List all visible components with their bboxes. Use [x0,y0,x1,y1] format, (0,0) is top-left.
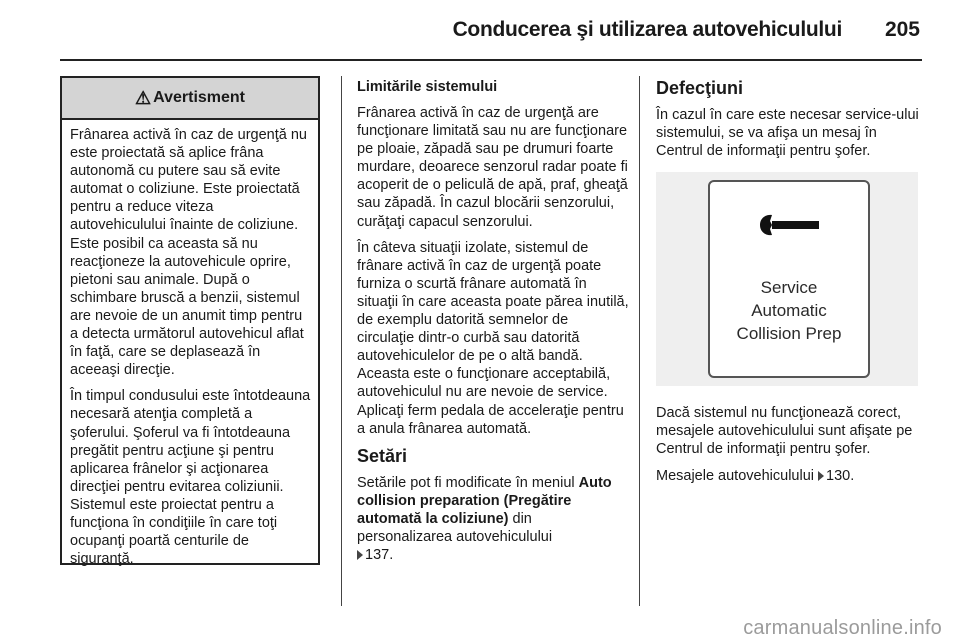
warning-paragraph-1: Frânarea activă în caz de urgenţă nu este proiectată să aplice frâna autonomă cu putere sau să evite automat o coliziune. Este proiectată pentru a reduce viteza autovehiculului înainte de coliziune. Este posibil ca aceasta să nu reacţioneze la autovehicule oprire, pietoni sau animale. După o schimbare bruscă a benzii, sistemul are nevoie de un anumit timp pentru a detecta următorul autovehicul aflat în faţă, care se deplasează în aceeaşi direcţie. [70,127,307,379]
messages-ref-page: 130. [826,467,855,484]
limits-paragraph-2: În câteva situaţii izolate, sistemul de frânare activă în caz de urgenţă poate furniza o scurtă frânare automată în situaţii în care aceasta poate părea inutilă, de exemplu datorită semnelor de circulaţie dintr-o curbă sau datorită autovehiculelor de pe o altă bandă. Aceasta este o funcţionare acceptabilă, autovehiculul nu are nevoie de service. Aplicaţi ferm pedala de acceleraţie pentru a anula frânarea automată. [357,239,629,437]
warning-header [62,78,318,120]
settings-menu-name: Auto collision preparation (Pregătire automată la coliziune) [357,474,612,527]
dic-display-message [710,276,868,345]
settings-text-after: din personalizarea autovehiculului [357,510,553,545]
column-2 [357,78,629,572]
page-header [60,14,922,46]
column-divider-2 [639,76,640,606]
settings-ref-page: 137. [365,547,394,564]
limits-paragraph-1: Frânarea activă în caz de urgenţă are funcţionare limitată sau nu are funcţionare pe ploaie, zăpadă sau pe drumuri foarte murdare, deoarece senzorul radar poate fi acoperit de o peliculă de apă, praf, gheaţă sau zăpadă. În cazul blocării senzorului, curăţaţi capacul senzorului. [357,105,628,230]
messages-paragraph [656,467,924,485]
dic-display-screen [708,180,870,378]
warning-triangle-icon: ⚠ [134,87,152,108]
header-title: Conducerea şi utilizarea autovehiculului [452,18,842,41]
settings-text-before: Setările pot fi modificate în meniul [357,474,579,491]
column-3 [656,78,924,493]
dic-display-illustration [656,172,918,386]
limits-heading: Limitările sistemului [357,79,498,95]
faults-paragraph-2: Dacă sistemul nu funcţionează corect, mesajele autovehiculului sunt afişate pe Centrul de informaţii pentru şofer. [656,405,913,458]
warning-body [62,120,318,568]
page-number: 205 [884,18,920,41]
column-divider-1 [341,76,342,606]
settings-paragraph [357,474,629,564]
page-reference-icon [357,550,363,560]
warning-title: Avertisment [153,89,246,106]
messages-text: Mesajele autovehiculului [656,467,819,484]
faults-paragraph-1: În cazul în care este necesar service-ului sistemului, se va afişa un mesaj în Centrul de informaţii pentru şofer. [656,107,919,160]
header-rule [60,59,922,61]
warning-paragraph-2: În timpul condusului este întotdeauna necesară atenţia completă a şoferului. Şoferul va fi întotdeauna pregătit pentru acţiune şi pentru aplicarea frânelor şi acţionarea direcţiei pentru evitarea coliziunii. Sistemul este proiectat pentru a funcţiona în condiţiile în care toţi ocupanţi poartă centurile de siguranţă. [70,388,311,568]
display-line-3: Collision Prep [736,324,842,344]
faults-heading: Defecţiuni [656,78,744,98]
watermark: carmanualsonline.info [743,617,942,639]
settings-heading: Setări [357,445,408,466]
page-reference-icon-2 [818,471,824,481]
display-line-2: Automatic [751,301,827,321]
display-line-1: Service [760,278,818,298]
warning-box [60,76,320,568]
wrench-icon [758,212,820,238]
